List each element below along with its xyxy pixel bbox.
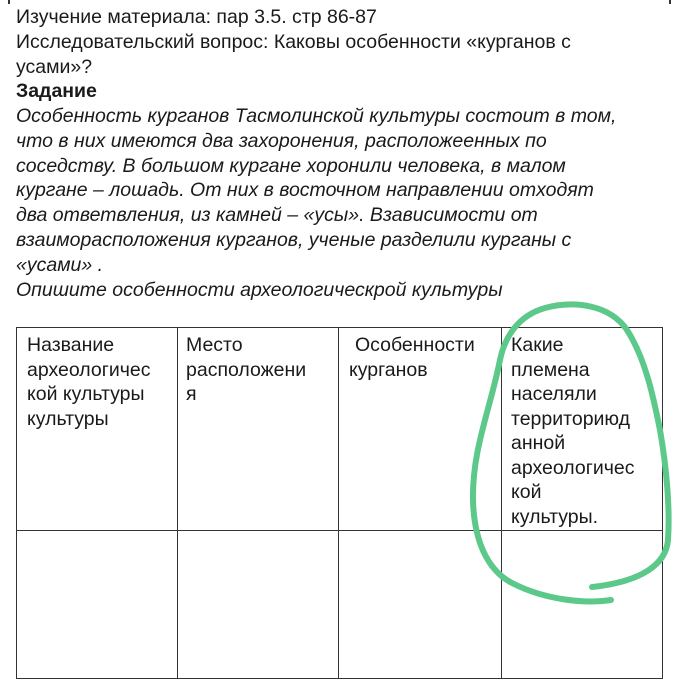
- research-question-line: Исследовательский вопрос: Каковы особенности «курганов с: [16, 31, 571, 53]
- task-text-line: соседству. В большом кургане хоронили человека, в малом: [16, 155, 566, 177]
- task-instruction: Опишите особенности археологическрой культуры: [16, 279, 503, 301]
- header-text-line: я: [186, 383, 197, 405]
- header-text-line: археологичес: [511, 456, 635, 479]
- header-text-line: археологичес: [27, 358, 151, 381]
- header-location: [186, 333, 306, 407]
- table-row-divider: [17, 530, 662, 531]
- header-text-line: Какие: [511, 334, 564, 356]
- task-text-line: что в них имеются два захоронения, расположеенных по: [16, 130, 547, 152]
- task-text-line: «усами» .: [16, 254, 104, 276]
- header-features: [349, 333, 475, 382]
- task-text-line: Особенность курганов Тасмолинской культуры состоит в том,: [16, 105, 617, 127]
- header-text-line: кой культуры: [27, 383, 145, 405]
- header-text-line: Место: [186, 334, 243, 356]
- task-heading: Задание: [16, 80, 97, 102]
- header-culture-name: [27, 333, 150, 431]
- header-tribes: [511, 333, 634, 529]
- header-text-line: культуры.: [511, 505, 599, 528]
- header-text-line: Особенности: [355, 334, 475, 356]
- header-text-line: населяли: [511, 383, 597, 405]
- header-text-line: племена: [511, 358, 590, 381]
- table-column-divider: [501, 328, 502, 678]
- header-text-line: территориюд: [511, 407, 631, 430]
- header-text-line: курганов: [349, 358, 428, 381]
- header-text-line: кой: [511, 481, 542, 503]
- research-question-continued: усами»?: [16, 56, 93, 78]
- table-column-divider: [338, 328, 339, 678]
- study-material-line: Изучение материала: пар 3.5. стр 86-87: [16, 6, 377, 28]
- header-text-line: анной: [511, 432, 566, 454]
- culture-table: [16, 327, 663, 679]
- task-text-line: кургане – лошадь. От них в восточном направлении отходят: [16, 179, 594, 201]
- header-text-line: Название: [27, 334, 115, 356]
- page-frame: [8, 0, 671, 4]
- header-text-line: культуры: [27, 407, 109, 430]
- task-text-line: взаиморасположения курганов, ученые разделили курганы с: [16, 229, 572, 251]
- task-text-line: два ответвления, из камней – «усы». Взависимости от: [16, 204, 538, 226]
- header-text-line: расположени: [186, 358, 307, 381]
- table-column-divider: [177, 328, 178, 678]
